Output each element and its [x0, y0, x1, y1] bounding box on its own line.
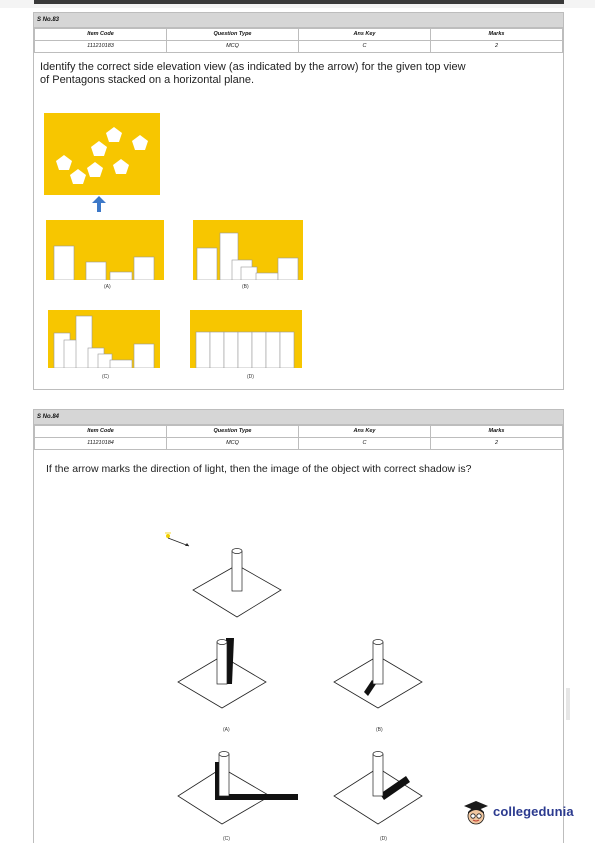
serial-number: S No.83 — [34, 13, 563, 28]
header-item-code: Item Code — [35, 426, 167, 438]
scroll-indicator — [566, 688, 570, 720]
marks-value: 2 — [431, 438, 563, 450]
ans-key-value: C — [299, 41, 431, 53]
option-c-label: (C) — [102, 374, 109, 380]
question-type-value: MCQ — [167, 41, 299, 53]
option-d-object-figure — [330, 742, 426, 828]
header-marks: Marks — [431, 29, 563, 41]
option-d-label: (D) — [247, 374, 254, 380]
question-object-figure — [189, 545, 285, 623]
meta-table — [34, 28, 563, 53]
option-d-figure — [190, 310, 302, 368]
collegedunia-logo — [463, 800, 583, 828]
question-text: If the arrow marks the direction of light, then the image of the object with correct shadow is? — [46, 463, 472, 475]
option-b-object-figure — [330, 632, 426, 714]
header-ans-key: Ans Key — [299, 29, 431, 41]
item-code-value: 111210183 — [35, 41, 167, 53]
header-question-type: Question Type — [167, 29, 299, 41]
option-a-object-figure — [174, 632, 270, 714]
meta-table — [34, 425, 563, 450]
option-d-label: (D) — [380, 836, 387, 842]
top-view-figure — [44, 113, 160, 195]
light-arrow-icon — [164, 532, 192, 550]
option-c-label: (C) — [223, 836, 230, 842]
option-a-label: (A) — [223, 727, 230, 733]
ans-key-value: C — [299, 438, 431, 450]
arrow-up-icon — [92, 196, 106, 212]
header-item-code: Item Code — [35, 29, 167, 41]
serial-number: S No.84 — [34, 410, 563, 425]
question-83 — [33, 12, 564, 390]
marks-value: 2 — [431, 41, 563, 53]
question-84 — [33, 409, 564, 843]
option-a-figure — [46, 220, 164, 280]
option-b-figure — [193, 220, 303, 280]
option-c-object-figure — [174, 742, 304, 828]
graduate-face-icon — [463, 800, 489, 826]
top-bar — [0, 0, 595, 8]
option-c-figure — [48, 310, 160, 368]
question-text: Identify the correct side elevation view (as indicated by the arrow) for the given top view of Pentagons stacked on a horizontal plane. — [40, 61, 466, 86]
item-code-value: 111210184 — [35, 438, 167, 450]
header-question-type: Question Type — [167, 426, 299, 438]
question-type-value: MCQ — [167, 438, 299, 450]
option-b-label: (B) — [242, 284, 249, 290]
brand-name: collegedunia — [493, 804, 574, 819]
header-marks: Marks — [431, 426, 563, 438]
option-b-label: (B) — [376, 727, 383, 733]
option-a-label: (A) — [104, 284, 111, 290]
header-ans-key: Ans Key — [299, 426, 431, 438]
